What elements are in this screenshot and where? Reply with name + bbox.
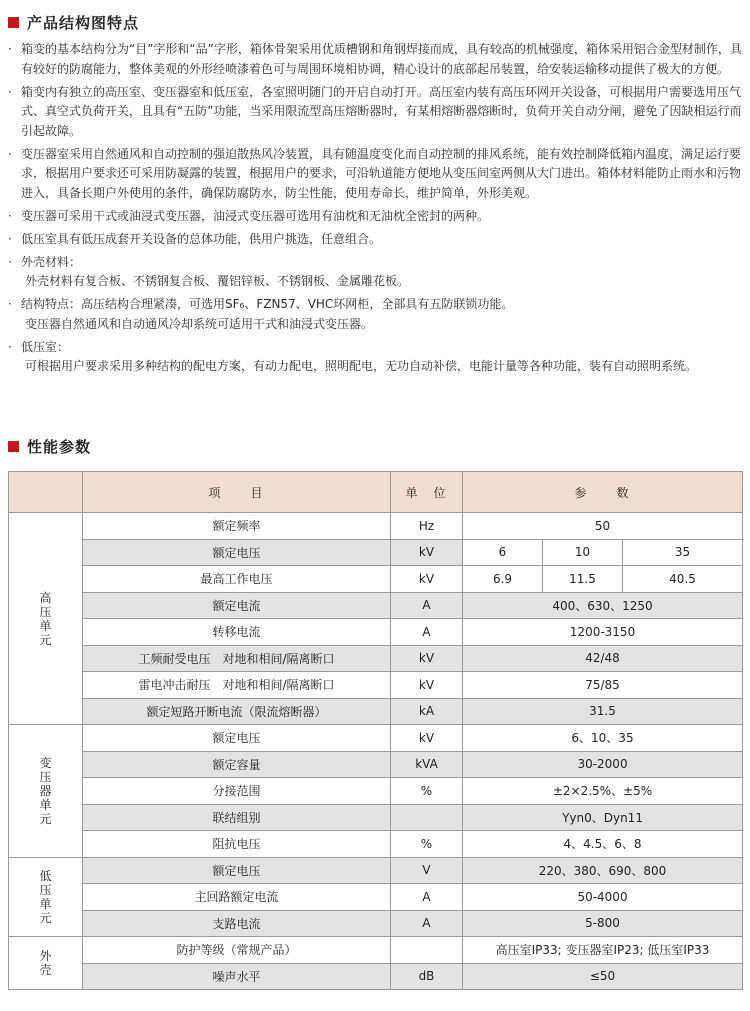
bullet-dot-icon: · bbox=[8, 42, 12, 56]
value-cell: 30-2000 bbox=[463, 751, 743, 778]
unit-cell: kA bbox=[391, 698, 463, 725]
spec-table bbox=[8, 471, 743, 990]
group-lv bbox=[9, 857, 83, 937]
value-cell: 5-800 bbox=[463, 910, 743, 937]
value-cell: 42/48 bbox=[463, 645, 743, 672]
header-item: 项 目 bbox=[83, 472, 391, 513]
value-cell: 50-4000 bbox=[463, 884, 743, 911]
section-title-text: 产品结构图特点 bbox=[27, 13, 140, 32]
bullet-dot-icon: · bbox=[8, 231, 12, 246]
value-cell: 31.5 bbox=[463, 698, 743, 725]
feature-text: 结构特点：高压结构合理紧凑，可选用SF₆、FZN57、VHC环网柜，全部具有五防联锁功能。 bbox=[21, 297, 514, 311]
group-label: 高压单元 bbox=[39, 590, 52, 647]
bullet-dot-icon: · bbox=[8, 208, 12, 223]
bullet-dot-icon: · bbox=[8, 254, 12, 269]
item-cell: 工频耐受电压 对地和相间/隔离断口 bbox=[83, 645, 391, 672]
feature-text: 箱变的基本结构分为“目”字形和“品”字形，箱体骨架采用优质槽钢和角钢焊接而成，具有较高的机械强度，箱体采用铝合金型材制作，具有较好的防腐能力，整体美观的外形经喷漆着色可与周围环境相协调，精心设计的底部起吊装置，给安装运输移动提供了极大的方便。 bbox=[21, 42, 742, 76]
feature-bullet bbox=[6, 207, 744, 227]
value-cell: 40.5 bbox=[623, 566, 743, 593]
item-cell: 额定容量 bbox=[83, 751, 391, 778]
feature-bullet bbox=[6, 253, 744, 292]
table-row bbox=[9, 963, 743, 990]
table-row bbox=[9, 672, 743, 699]
table-row bbox=[9, 804, 743, 831]
value-cell: ±2×2.5%、±5% bbox=[463, 778, 743, 805]
group-label: 变压器单元 bbox=[39, 755, 52, 826]
item-cell: 主回路额定电流 bbox=[83, 884, 391, 911]
item-cell: 防护等级（常规产品） bbox=[83, 937, 391, 964]
unit-cell bbox=[391, 804, 463, 831]
value-cell: 10 bbox=[543, 539, 623, 566]
table-row bbox=[9, 831, 743, 858]
value-cell: ≤50 bbox=[463, 963, 743, 990]
feature-text: 低压室具有低压成套开关设备的总体功能，供用户挑选，任意组合。 bbox=[21, 231, 382, 246]
unit-cell: kV bbox=[391, 539, 463, 566]
table-row bbox=[9, 937, 743, 964]
item-cell: 支路电流 bbox=[83, 910, 391, 937]
feature-bullet bbox=[6, 40, 744, 79]
unit-cell: A bbox=[391, 884, 463, 911]
value-cell: 6、10、35 bbox=[463, 725, 743, 752]
bullet-dot-icon: · bbox=[8, 146, 12, 161]
item-cell: 联结组别 bbox=[83, 804, 391, 831]
unit-cell: kV bbox=[391, 672, 463, 699]
item-cell: 额定电压 bbox=[83, 857, 391, 884]
group-hv bbox=[9, 513, 83, 725]
bullet-dot-icon: · bbox=[8, 84, 12, 99]
value-cell: 11.5 bbox=[543, 566, 623, 593]
unit-cell: kV bbox=[391, 645, 463, 672]
value-cell: 6 bbox=[463, 539, 543, 566]
table-row bbox=[9, 539, 743, 566]
feature-text: 变压器室采用自然通风和自动控制的强迫散热风冷装置，具有随温度变化而自动控制的排风系统，能有效控制降低箱内温度，满足运行要求，根据用户要求还可采用防凝露的装置，根据用户的要求，可沿轨道能方便地从变压间室两侧从大门进出。箱体材料能防止雨水和污物进入，具备长期户外使用的条件，确保防腐防水，防尘性能，使用寿命长，维护简单，外形美观。 bbox=[21, 146, 742, 200]
group-label: 低压单元 bbox=[39, 868, 52, 925]
feature-bullet bbox=[6, 145, 744, 204]
feature-bullet bbox=[6, 338, 744, 377]
item-cell: 额定电流 bbox=[83, 592, 391, 619]
group-transformer bbox=[9, 725, 83, 858]
table-row bbox=[9, 645, 743, 672]
item-cell: 阻抗电压 bbox=[83, 831, 391, 858]
item-cell: 转移电流 bbox=[83, 619, 391, 646]
table-row bbox=[9, 778, 743, 805]
group-label: 外壳 bbox=[39, 949, 52, 977]
feature-bullet bbox=[6, 230, 744, 250]
item-cell: 额定电压 bbox=[83, 539, 391, 566]
header-params: 参 数 bbox=[463, 472, 743, 513]
table-row bbox=[9, 857, 743, 884]
unit-cell: kVA bbox=[391, 751, 463, 778]
unit-cell: % bbox=[391, 831, 463, 858]
table-row bbox=[9, 910, 743, 937]
item-cell: 分接范围 bbox=[83, 778, 391, 805]
red-square-icon bbox=[8, 17, 19, 28]
value-cell: 50 bbox=[463, 513, 743, 540]
header-group-cell bbox=[9, 472, 83, 513]
section-title-text: 性能参数 bbox=[27, 437, 92, 456]
item-cell: 额定短路开断电流（限流熔断器） bbox=[83, 698, 391, 725]
bullet-dot-icon: · bbox=[8, 297, 12, 311]
unit-cell: A bbox=[391, 910, 463, 937]
group-shell bbox=[9, 937, 83, 990]
value-cell: 6.9 bbox=[463, 566, 543, 593]
features-list bbox=[6, 40, 744, 380]
table-row bbox=[9, 884, 743, 911]
feature-bullet bbox=[6, 83, 744, 142]
value-cell: 4、4.5、6、8 bbox=[463, 831, 743, 858]
feature-text: 外壳材料： bbox=[21, 254, 82, 269]
header-unit: 单 位 bbox=[391, 472, 463, 513]
value-cell: 高压室IP33; 变压器室IP23; 低压室IP33 bbox=[463, 937, 743, 964]
value-cell: 400、630、1250 bbox=[463, 592, 743, 619]
unit-cell: V bbox=[391, 857, 463, 884]
unit-cell bbox=[391, 937, 463, 964]
feature-bullet bbox=[6, 295, 744, 334]
value-cell: 220、380、690、800 bbox=[463, 857, 743, 884]
feature-text: 箱变内有独立的高压室、变压器室和低压室，各室照明随门的开启自动打开。高压室内装有高压环网开关设备，可根据用户需要选用压气式、真空式负荷开关，且具有“五防”功能，当采用限流型高压熔断器时，有某相熔断器熔断时，负荷开关自动分闸，避免了因缺相运行而引起故障。 bbox=[21, 84, 742, 138]
table-row bbox=[9, 725, 743, 752]
value-cell: 1200-3150 bbox=[463, 619, 743, 646]
table-row bbox=[9, 698, 743, 725]
unit-cell: Hz bbox=[391, 513, 463, 540]
unit-cell: kV bbox=[391, 725, 463, 752]
value-cell: 35 bbox=[623, 539, 743, 566]
table-row bbox=[9, 566, 743, 593]
table-header-row bbox=[9, 472, 743, 513]
item-cell: 雷电冲击耐压 对地和相间/隔离断口 bbox=[83, 672, 391, 699]
value-cell: 75/85 bbox=[463, 672, 743, 699]
table-row bbox=[9, 592, 743, 619]
feature-text: 外壳材料有复合板、不锈钢复合板、覆铝锌板、不锈钢板、金属雕花板。 bbox=[25, 274, 410, 288]
unit-cell: % bbox=[391, 778, 463, 805]
bullet-dot-icon: · bbox=[8, 339, 12, 354]
item-cell: 额定电压 bbox=[83, 725, 391, 752]
red-square-icon bbox=[8, 441, 19, 452]
item-cell: 最高工作电压 bbox=[83, 566, 391, 593]
unit-cell: kV bbox=[391, 566, 463, 593]
table-row bbox=[9, 513, 743, 540]
feature-text: 变压器可采用干式或油浸式变压器，油浸式变压器可选用有油枕和无油枕全密封的两种。 bbox=[21, 208, 490, 223]
item-cell: 额定频率 bbox=[83, 513, 391, 540]
section-title-params bbox=[8, 436, 91, 456]
feature-text: 变压器自然通风和自动通风冷却系统可适用干式和油浸式变压器。 bbox=[25, 316, 374, 331]
feature-text: 可根据用户要求采用多种结构的配电方案，有动力配电，照明配电，无功自动补偿，电能计量等各种功能，装有自动照明系统。 bbox=[25, 359, 698, 373]
section-title-features bbox=[8, 12, 139, 32]
unit-cell: dB bbox=[391, 963, 463, 990]
feature-text: 低压室： bbox=[21, 339, 70, 354]
unit-cell: A bbox=[391, 619, 463, 646]
item-cell: 噪声水平 bbox=[83, 963, 391, 990]
value-cell: Yyn0、Dyn11 bbox=[463, 804, 743, 831]
table-row bbox=[9, 751, 743, 778]
unit-cell: A bbox=[391, 592, 463, 619]
table-row bbox=[9, 619, 743, 646]
